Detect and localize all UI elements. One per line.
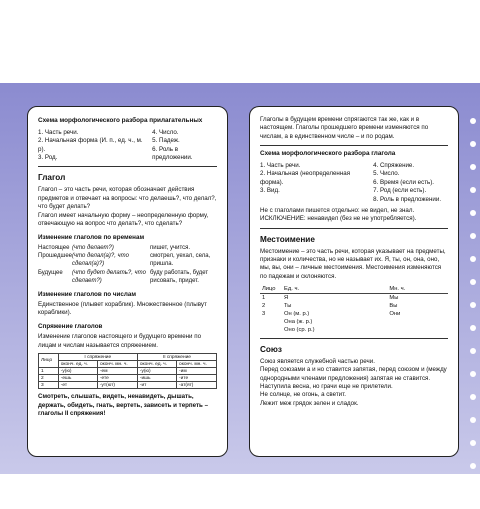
divider: [260, 338, 448, 339]
table-header: II спряжение: [137, 354, 216, 361]
tense-row: [38, 269, 217, 285]
table-cell: Он (м. р.): [284, 311, 310, 318]
verb-scheme-title: Схема морфологического разбора глагола: [260, 150, 396, 158]
table-cell: -у(ю): [137, 368, 176, 375]
table-row: [260, 310, 448, 318]
binding-hole: [470, 279, 476, 285]
table-cell: -ите: [177, 375, 217, 382]
divider: [260, 228, 448, 229]
conjunction-section-title: Союз: [260, 345, 282, 355]
table-row: [260, 318, 448, 326]
scheme-item: 3. Род.: [38, 154, 58, 162]
table-cell: [260, 318, 282, 326]
table-row: [260, 294, 448, 303]
scheme-item: 8. Роль в предложении.: [373, 195, 442, 203]
table-cell: 1: [262, 295, 266, 302]
conjunction-example: Лежит меж грядок зелен и сладок.: [260, 399, 359, 407]
binding-hole: [470, 440, 476, 446]
conjugation-title: Спряжение глаголов: [38, 323, 103, 331]
verb-scheme-list: [260, 162, 448, 204]
divider: [260, 145, 448, 146]
scheme-item: 3. Вид.: [260, 187, 280, 195]
scheme-item: 1. Часть речи.: [38, 129, 79, 136]
tense-question: (что будет делать?, что сделает?): [72, 269, 146, 284]
table-cell: 3: [39, 382, 59, 389]
tense-example: буду работать, будет рисовать, придет.: [150, 269, 209, 284]
adjective-scheme-list: [38, 129, 217, 162]
tense-name: Будущее: [38, 269, 63, 276]
divider: [38, 166, 217, 167]
conjunction-example: Наступила весна, но грачи еще не прилетели.: [260, 383, 393, 391]
table-cell: -ат(ят): [177, 382, 217, 389]
tense-question: (что делал(а)?, что сделал(а)?): [72, 253, 129, 268]
binding-hole: [470, 187, 476, 193]
table-row: [39, 382, 217, 389]
table-row: [39, 375, 217, 382]
table-row: [260, 326, 448, 334]
scheme-item: 5. Число.: [373, 170, 400, 178]
binding-hole: [470, 486, 476, 492]
number-text: Единственное (плывет кораблик). Множественное (плывут кораблики).: [38, 300, 207, 317]
scheme-item: 2. Начальная (неопределенная форма).: [260, 170, 351, 186]
scheme-item: 1. Часть речи.: [260, 162, 301, 170]
scheme-item: 7. Род (если есть).: [373, 187, 427, 195]
table-cell: -ит: [137, 382, 176, 389]
binding-hole: [470, 164, 476, 170]
tense-name: Прошедшее: [38, 253, 72, 260]
pronoun-section-title: Местоимение: [260, 234, 315, 244]
binding-hole: [470, 348, 476, 354]
binding-hole: [470, 325, 476, 331]
binding-hole: [470, 463, 476, 469]
binding-hole: [470, 302, 476, 308]
table-cell: -у(ю): [58, 368, 97, 375]
table-header: Лицо: [260, 285, 282, 294]
adjective-scheme-title: Схема морфологического разбора прилагательных: [38, 117, 203, 124]
scheme-item: 2. Начальная форма (И. п., ед. ч., м. р).: [38, 137, 143, 153]
table-cell: -ут(ют): [97, 382, 137, 389]
scheme-item: 5. Падеж.: [152, 137, 180, 145]
tense-example: пишет, учится.: [150, 245, 191, 252]
number-title: Изменение глаголов по числам: [38, 290, 137, 298]
table-cell: 2: [39, 375, 59, 382]
table-header: Ед. ч.: [282, 285, 387, 294]
tense-row: [38, 252, 217, 268]
table-cell: [260, 326, 282, 334]
binding-hole: [470, 210, 476, 216]
table-cell: Ты: [284, 303, 292, 310]
verb-definition: Глагол – это часть речи, которая обозначает действия предметов и отвечает на вопросы: что делаешь?, что делал?, что будет делать?: [38, 186, 217, 211]
right-reference-panel: [249, 106, 459, 457]
conjugation-table: [38, 353, 217, 389]
table-subheader: оконч. ед. ч.: [137, 361, 176, 368]
table-row: [260, 302, 448, 310]
table-cell: 3: [262, 311, 266, 318]
table-cell: -ете: [97, 375, 137, 382]
conjunction-comma-rule: Перед союзами а и но ставится запятая, перед союзом и (между однородными членами предложения) запятая не ставится.: [260, 366, 447, 382]
tense-title: Изменение глаголов по временам: [38, 234, 145, 242]
left-reference-panel: [27, 106, 228, 457]
table-cell: -им: [177, 368, 217, 375]
table-header: Мн. ч.: [387, 285, 448, 294]
table-cell: -ет: [58, 382, 97, 389]
binding-hole: [470, 141, 476, 147]
tense-name: Настоящее: [38, 245, 70, 252]
table-subheader: оконч. мн. ч.: [177, 361, 217, 368]
table-cell: -ишь: [137, 375, 176, 382]
table-cell: Мы: [389, 295, 399, 302]
table-cell: [387, 318, 448, 326]
binding-hole: [470, 118, 476, 124]
table-cell: Они: [389, 311, 401, 318]
conjugation-exceptions: Смотреть, слышать, видеть, ненавидеть, дышать, держать, обидеть, гнать, вертеть, зависеть и терпеть – глаголы II спряжения!: [38, 393, 209, 417]
scheme-item: 4. Спряжение.: [373, 162, 415, 170]
scheme-item: 6. Время (если есть).: [373, 178, 435, 186]
verb-initial-form: Глагол имеет начальную форму – неопределенную форму, отвечающую на вопрос что делать?, что сделать?: [38, 211, 209, 227]
table-subheader: оконч. ед. ч.: [58, 361, 97, 368]
pronoun-definition: Местоимение – это часть речи, которая указывает на предметы, признаки и количества, но не называет их. Я, ты, он, она, оно, мы, вы, они – личные местоимения. Местоимения изменяются по падежам и склоняются.: [260, 247, 446, 280]
table-cell: -ем: [97, 368, 137, 375]
table-subheader: оконч. мн. ч.: [97, 361, 137, 368]
table-cell: Она (ж. р.): [284, 319, 313, 326]
binding-hole: [470, 394, 476, 400]
table-cell: -ешь: [58, 375, 97, 382]
binding-hole: [470, 417, 476, 423]
table-row: [39, 368, 217, 375]
conjunction-example: Не солнце, не огонь, а светит.: [260, 391, 347, 399]
conjugation-text: Изменение глаголов настоящего и будущего времени по лицам и числам называется спряжением.: [38, 333, 202, 349]
table-cell: Оно (ср. р.): [284, 327, 315, 334]
binding-hole: [470, 371, 476, 377]
scheme-item: 4. Число.: [152, 129, 179, 136]
future-tense-note: Глаголы в будущем времени спрягаются так же, как и в настоящем. Глаголы прошедшего времени изменяются по числам, а в единственном числе – и по родам.: [260, 116, 429, 140]
table-cell: 2: [262, 303, 266, 310]
tense-row: [38, 244, 217, 252]
table-cell: [387, 326, 448, 334]
ne-with-verbs-rule: Не с глаголами пишется отдельно: не видел, не знал. ИСКЛЮЧЕНИЕ: ненавидел (без не не употребляется).: [260, 206, 417, 223]
scheme-item: 6. Роль в предложении.: [152, 145, 193, 162]
conjunction-definition: Союз является служебной частью речи.: [260, 358, 375, 366]
table-header: Лицо: [39, 354, 59, 368]
table-cell: Вы: [389, 303, 398, 310]
verb-section-title: Глагол: [38, 173, 66, 183]
tense-example: смотрел, уехал, села, пришла.: [150, 253, 211, 268]
table-cell: 1: [39, 368, 59, 375]
binding-hole: [470, 233, 476, 239]
binding-holes: [470, 118, 476, 509]
table-header: I спряжение: [58, 354, 137, 361]
pronoun-table: [260, 285, 448, 334]
tense-question: (что делает?): [72, 245, 114, 252]
table-cell: Я: [284, 295, 289, 302]
binding-hole: [470, 256, 476, 262]
